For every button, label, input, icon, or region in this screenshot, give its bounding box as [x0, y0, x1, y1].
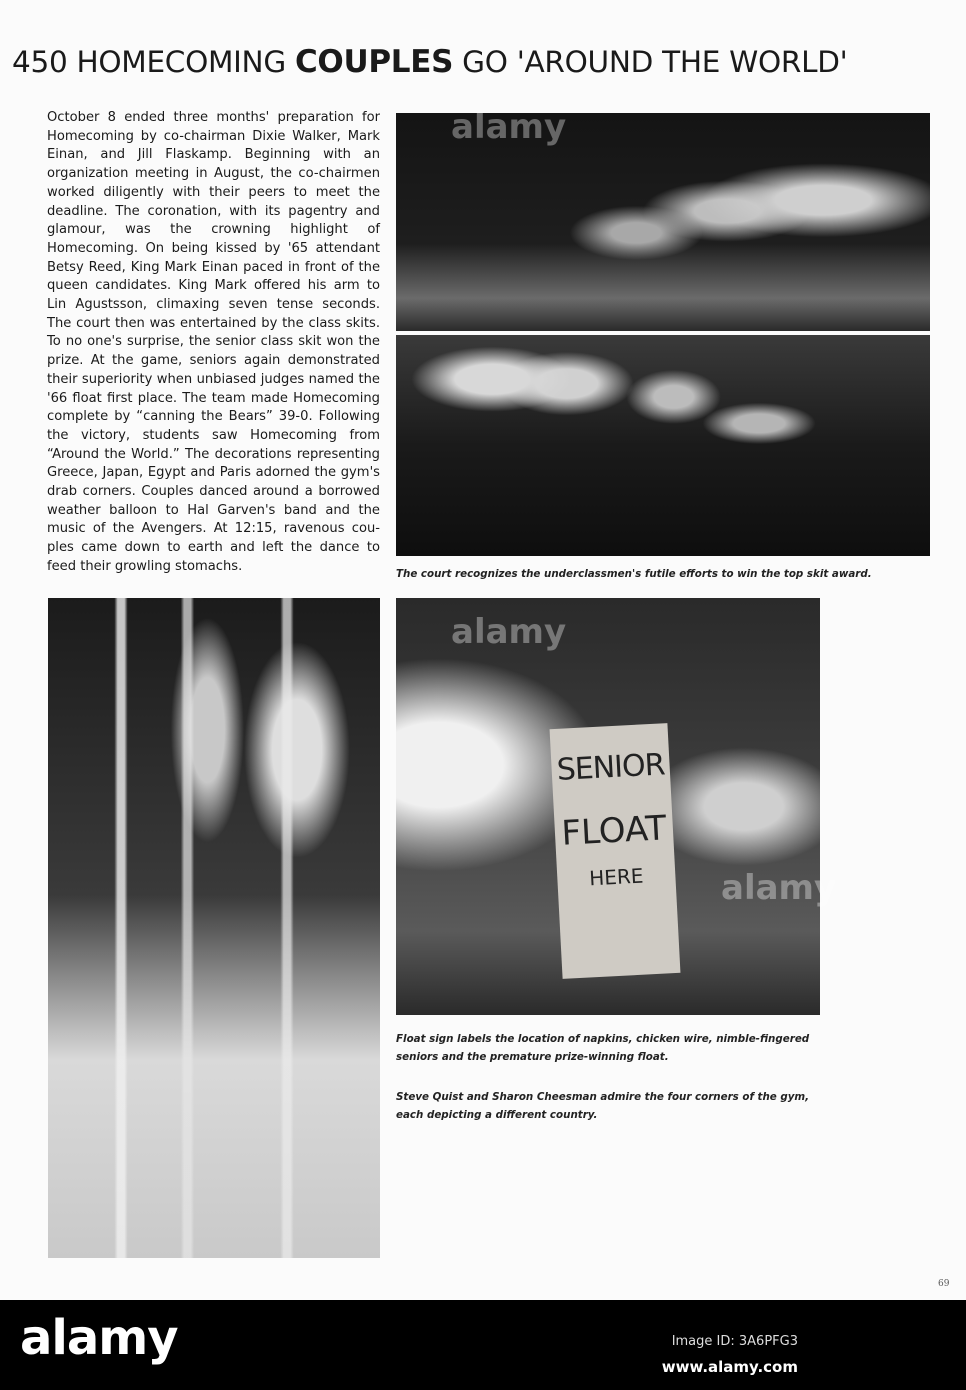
image-id: Image ID: 3A6PFG3 — [671, 1334, 798, 1349]
article-body: October 8 ended three months' preparation for Homecoming by co-chairman Dixie Walker, Mark Einan, and Jill Flaskamp. Beginning with an organization meeting in August, the co-chairmen worked diligently with their peers to meet the deadline. The coronation, with its pagentry and glamour, was the crowning highlight of Homecoming. On being kissed by '65 attendant Betsy Reed, King Mark Einan paced in front of the queen candidates. King Mark offered his arm to Lin Agustsson, climaxing seven tense seconds. The court then was entertained by the class skits. To no one's surprise, the senior class skit won the prize. At the game, seniors again demonstrated their superiority when unbiased judges named the '66 float first place. The team made Homecoming complete by “canning the Bears” 39-0. Following the victory, students saw Homecoming from “Around the World.” The decorations representing Greece, Japan, Egypt and Paris adorned the gym's drab corners. Couples danced around a borrowed weather balloon to Hal Garven's band and the music of the Avengers. At 12:15, ravenous couples came down to earth and left the dance to feed their growling stomachs. — [47, 110, 380, 574]
watermark: alamy — [721, 868, 837, 908]
sign-text: HERE — [588, 863, 645, 891]
title-part: GO 'AROUND THE WORLD' — [453, 45, 848, 79]
sign-text: FLOAT — [560, 808, 668, 854]
stock-footer — [0, 1300, 966, 1390]
caption-float: Float sign labels the location of napkins, chicken wire, nimble-fingered seniors and the premature prize-winning float. — [396, 1033, 810, 1063]
watermark: alamy — [451, 107, 567, 147]
photo-court — [396, 335, 930, 556]
page-title — [12, 44, 957, 80]
photo-couple — [48, 598, 380, 1258]
page-number: 69 — [938, 1279, 950, 1289]
caption-court: The court recognizes the underclassmen's futile efforts to win the top skit award. — [396, 568, 872, 580]
title-part: 450 HOMECOMING — [12, 45, 295, 79]
float-sign — [550, 723, 681, 979]
title-bold: COUPLES — [294, 44, 454, 80]
photo-senior-float — [396, 598, 837, 1015]
site-url: www.alamy.com — [661, 1358, 798, 1376]
sign-text: SENIOR — [555, 747, 666, 788]
alamy-logo: alamy — [20, 1310, 178, 1366]
caption-couple: Steve Quist and Sharon Cheesman admire the four corners of the gym, each depicting a different country. — [396, 1091, 810, 1121]
watermark: alamy — [451, 612, 567, 652]
photo-queen-candidates — [396, 107, 930, 331]
